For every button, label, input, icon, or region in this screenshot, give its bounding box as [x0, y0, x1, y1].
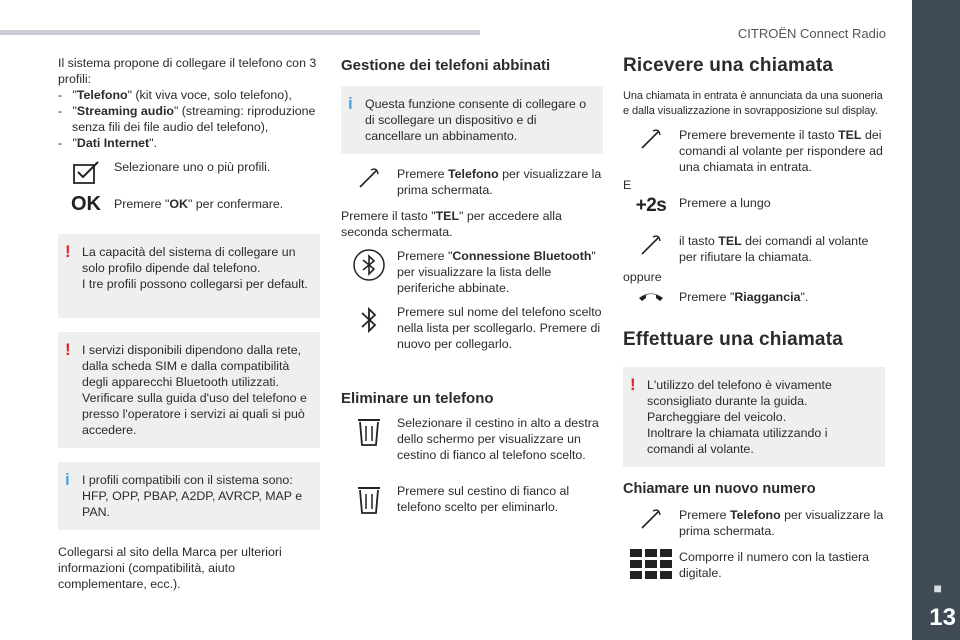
section-title-new-number: Chiamare un nuovo numero	[623, 481, 816, 497]
warning-box-profiles: ! La capacità del sistema di collegare un solo profilo dipende dal telefono. I tre profili possono collegarsi per default.	[58, 234, 320, 318]
tel-key-paragraph: Premere il tasto "TEL" per accedere alla seconda schermata.	[341, 209, 562, 239]
step-open-phone-new: Premere Telefono per visualizzare la prima schermata.	[623, 507, 885, 539]
info-box-profiles: i I profili compatibili con il sistema sono: HFP, OPP, PBAP, A2DP, AVRCP, MAP e PAN.	[58, 462, 320, 530]
warning-box-services: ! I servizi disponibili dipendono dalla rete, dalla scheda SIM e dalla compatibilità degli apparecchi Bluetooth utilizzati. Verificare sulla guida d'uso del telefono e presso l'operatore i servizi ai quali si può accedere.	[58, 332, 320, 448]
touch-icon	[623, 233, 679, 257]
step-answer-call: Premere brevemente il tasto TEL dei comandi al volante per rispondere ad una chiamata in entrata.	[623, 127, 885, 175]
info-icon: i	[348, 94, 353, 113]
profile-item: - "Streaming audio" (streaming: riproduzione senza fili dei file audio del telefono),	[58, 104, 316, 134]
touch-icon	[341, 166, 397, 190]
section-title-paired: Gestione dei telefoni abbinati	[341, 57, 551, 74]
step-open-phone: Premere Telefono per visualizzare la prima schermata.	[341, 166, 603, 198]
section-title-receive: Ricevere una chiamata	[623, 55, 834, 76]
step-long-press: +2s Premere a lungo	[623, 195, 885, 217]
long-press-2s-icon: +2s	[635, 195, 667, 216]
step-reject-call: il tasto TEL dei comandi al volante per rifiutare la chiamata.	[623, 233, 885, 265]
header-progress-bar	[0, 30, 480, 35]
section-title-delete: Eliminare un telefono	[341, 390, 494, 407]
info-box-paired: i Questa funzione consente di collegare o di scollegare un dispositivo e di cancellare un abbinamento.	[341, 86, 603, 154]
header-title: CITROËN Connect Radio	[737, 26, 886, 41]
profiles-intro: Il sistema propone di collegare il telefono con 3 profili:	[58, 56, 317, 86]
sidebar-marker: ■	[933, 580, 942, 596]
step-disconnect-phone: Premere sul nome del telefono scelto nella lista per scollegarlo. Premere di nuovo per collegarlo.	[341, 304, 603, 352]
bluetooth-circle-icon	[341, 248, 397, 282]
step-bluetooth-connection: Premere "Connessione Bluetooth" per visualizzare la lista delle periferiche abbinate.	[341, 248, 603, 296]
profile-item: - "Telefono" (kit viva voce, solo telefono),	[58, 88, 292, 102]
step-delete-phone: Premere sul cestino di fianco al telefono scelto per eliminarlo.	[341, 483, 603, 515]
touch-icon	[623, 507, 679, 531]
step-select-profiles: Selezionare uno o più profili.	[58, 159, 320, 185]
step-hang-up: Premere "Riaggancia".	[623, 289, 885, 305]
warning-box-driving: ! L'utilizzo del telefono è vivamente sconsigliato durante la guida. Parcheggiare del veicolo. Inoltrare la chiamata utilizzando i comandi al volante.	[623, 367, 885, 467]
step-confirm-ok: OK Premere "OK" per confermare.	[58, 193, 320, 216]
step-dial-number: Comporre il numero con la tastiera digitale.	[623, 549, 885, 581]
warning-icon: !	[65, 340, 71, 359]
page-number: 13	[929, 604, 956, 631]
warning-icon: !	[630, 375, 636, 394]
ok-icon: OK	[71, 193, 101, 215]
column-profiles	[58, 55, 320, 592]
column-calls	[623, 55, 885, 581]
page-sidebar	[912, 0, 960, 640]
bluetooth-icon	[341, 304, 397, 336]
step-select-trash: Selezionare il cestino in alto a destra dello schermo per visualizzare un cestino di fianco al telefono scelto.	[341, 415, 603, 463]
touch-icon	[623, 127, 679, 151]
trash-icon	[341, 483, 397, 515]
incoming-call-intro: Una chiamata in entrata è annunciata da una suoneria e dalla visualizzazione in sovrapposizione sul display.	[623, 90, 883, 117]
brand-site-note: Collegarsi al sito della Marca per ulteriori informazioni (compatibilità, aiuto complementare, ecc.).	[58, 545, 282, 591]
conjunction-oppure: oppure	[623, 270, 662, 284]
warning-icon: !	[65, 242, 71, 261]
column-paired-phones	[341, 55, 603, 515]
conjunction-e: E	[623, 178, 632, 192]
keypad-icon	[623, 549, 679, 579]
trash-icon	[341, 415, 397, 447]
info-icon: i	[65, 470, 70, 489]
checkbox-check-icon	[58, 159, 114, 185]
section-title-make-call: Effettuare una chiamata	[623, 329, 843, 350]
hang-up-icon	[623, 289, 679, 303]
profile-item: - "Dati Internet".	[58, 136, 158, 150]
